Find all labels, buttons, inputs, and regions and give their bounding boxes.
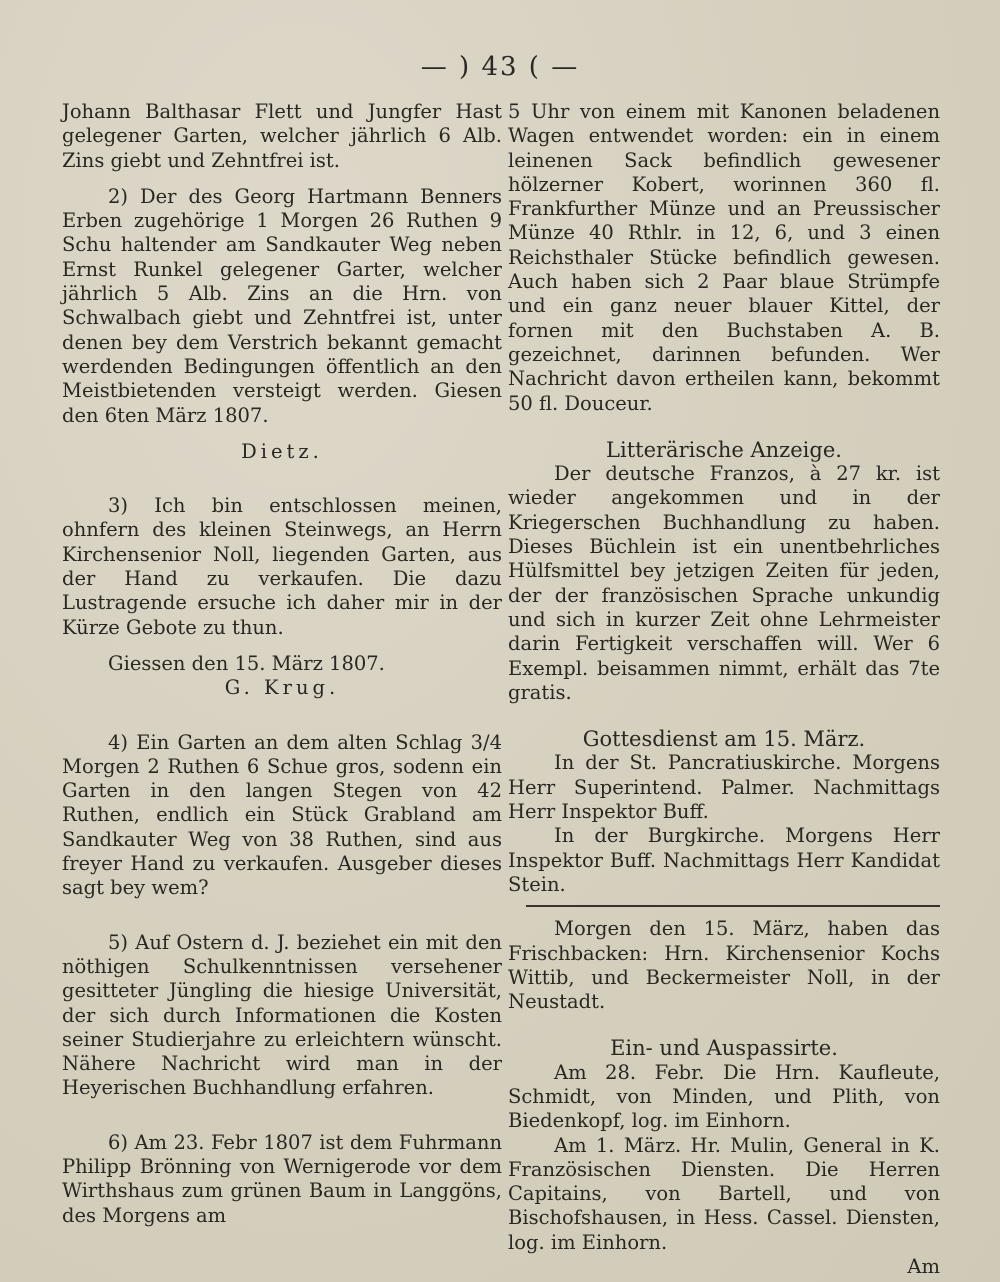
notice-3-date: Giessen den 15. März 1807. — [108, 651, 385, 675]
notice-3: 3) Ich bin entschlossen meinen, ohnfern des kleinen Steinwegs, an Herrn Kirchensenior Noll, liegenden Garten, aus der Hand zu verkaufen. Die dazu Lustragende ersuche ich daher mir in der Kürze Gebote zu thun. — [62, 494, 502, 639]
notice-5: 5) Auf Ostern d. J. beziehet ein mit den nöthigen Schulkenntnissen versehener gesitteter Jüngling die hiesige Universität, der sich durch Informationen die Kosten seiner Studierjahre zu erleichtern wünscht. Nähere Nachricht wird man in der Heyerischen Buchhandlung erfahren. — [62, 930, 502, 1100]
notice-2: 2) Der des Georg Hartmann Benners Erben zugehörige 1 Morgen 26 Ruthen 9 Schu haltender am Sandkauter Weg neben Ernst Runkel gelegener Garter, welcher jährlich 5 Alb. Zins an die Hrn. von Schwalbach giebt und Zehntfrei ist, unter denen bey dem Verstrich bekannt gemacht werdenden Bedingungen öffentlich an den Meistbietenden versteigt werden. Giesen den 6ten März 1807. — [62, 184, 502, 427]
church-service-burgkirche: In der Burgkirche. Morgens Herr Inspektor Buff. Nachmittags Herr Kandidat Stein. — [508, 824, 940, 896]
notice-6: 6) Am 23. Febr 1807 ist dem Fuhrmann Philipp Brönning von Wernigerode vor dem Wirthshaus zum grünen Baum in Langgöns, des Morgens am — [62, 1130, 502, 1227]
right-column — [508, 100, 940, 1279]
arrivals-mar-1: Am 1. März. Hr. Mulin, General in K. Französischen Diensten. Die Herren Capitains, von Bartell, und von Bischofshausen, in Hess. Cassel. Diensten, log. im Einhorn. — [508, 1133, 940, 1254]
heading-arrivals: Ein- und Auspassirte. — [610, 1036, 838, 1061]
bakery-notice: Morgen den 15. März, haben das Frischbacken: Hrn. Kirchensenior Kochs Wittib, und Beckermeister Noll, in der Neustadt. — [508, 917, 940, 1014]
signature-dietz: Dietz. — [241, 439, 323, 463]
page-number: — ) 43 ( — — [420, 52, 580, 82]
notice-1-end: Johann Balthasar Flett und Jungfer Hast gelegener Garten, welcher jährlich 6 Alb. Zins giebt und Zehntfrei ist. — [62, 100, 502, 172]
notice-4: 4) Ein Garten an dem alten Schlag 3/4 Morgen 2 Ruthen 6 Schue gros, sodenn ein Garten in den langen Stegen von 42 Ruthen, endlich ein Stück Grabland am Sandkauter Weg von 38 Ruthen, sind aus freyer Hand zu verkaufen. Ausgeber dieses sagt bey wem? — [62, 730, 502, 900]
church-service-pancratius: In der St. Pancratiuskirche. Morgens Herr Superintend. Palmer. Nachmittags Herr Inspektor Buff. — [508, 751, 940, 824]
heading-church-service: Gottesdienst am 15. März. — [582, 727, 866, 752]
left-column — [62, 100, 502, 1228]
section-divider — [526, 905, 940, 907]
catchword: Am — [907, 1255, 940, 1279]
arrivals-feb-28: Am 28. Febr. Die Hrn. Kaufleute, Schmidt, von Minden, und Plith, von Biedenkopf, log. im Einhorn. — [508, 1060, 940, 1133]
notice-6-continued: 5 Uhr von einem mit Kanonen beladenen Wagen entwendet worden: ein in einem leinenen Sack befindlich gewesener hölzerner Kobert, worinnen 360 fl. Frankfurther Münze und an Preussischer Münze 40 Rthlr. in 12, 6, und 3 einen Reichsthaler Stücke befindlich gewesen. Auch haben sich 2 Paar blaue Strümpfe und ein ganz neuer blauer Kittel, der fornen mit den Buchstaben A. B. gezeichnet, darinnen befunden. Wer Nachricht davon ertheilen kann, bekommt 50 fl. Douceur. — [508, 100, 940, 415]
heading-literary-notice: Litterärische Anzeige. — [606, 437, 842, 462]
literary-notice: Der deutsche Franzos, à 27 kr. ist wieder angekommen und in der Kriegerschen Buchhandlung zu haben. Dieses Büchlein ist ein unentbehrliches Hülfsmittel bey jetzigen Zeiten für jeden, der der französischen Sprache unkundig und sich in kurzer Zeit ohne Lehrmeister darin Fertigkeit verschaffen will. Wer 6 Exempl. beisammen nimmt, erhält das 7te gratis. — [508, 462, 940, 704]
signature-krug: G. Krug. — [224, 676, 340, 700]
